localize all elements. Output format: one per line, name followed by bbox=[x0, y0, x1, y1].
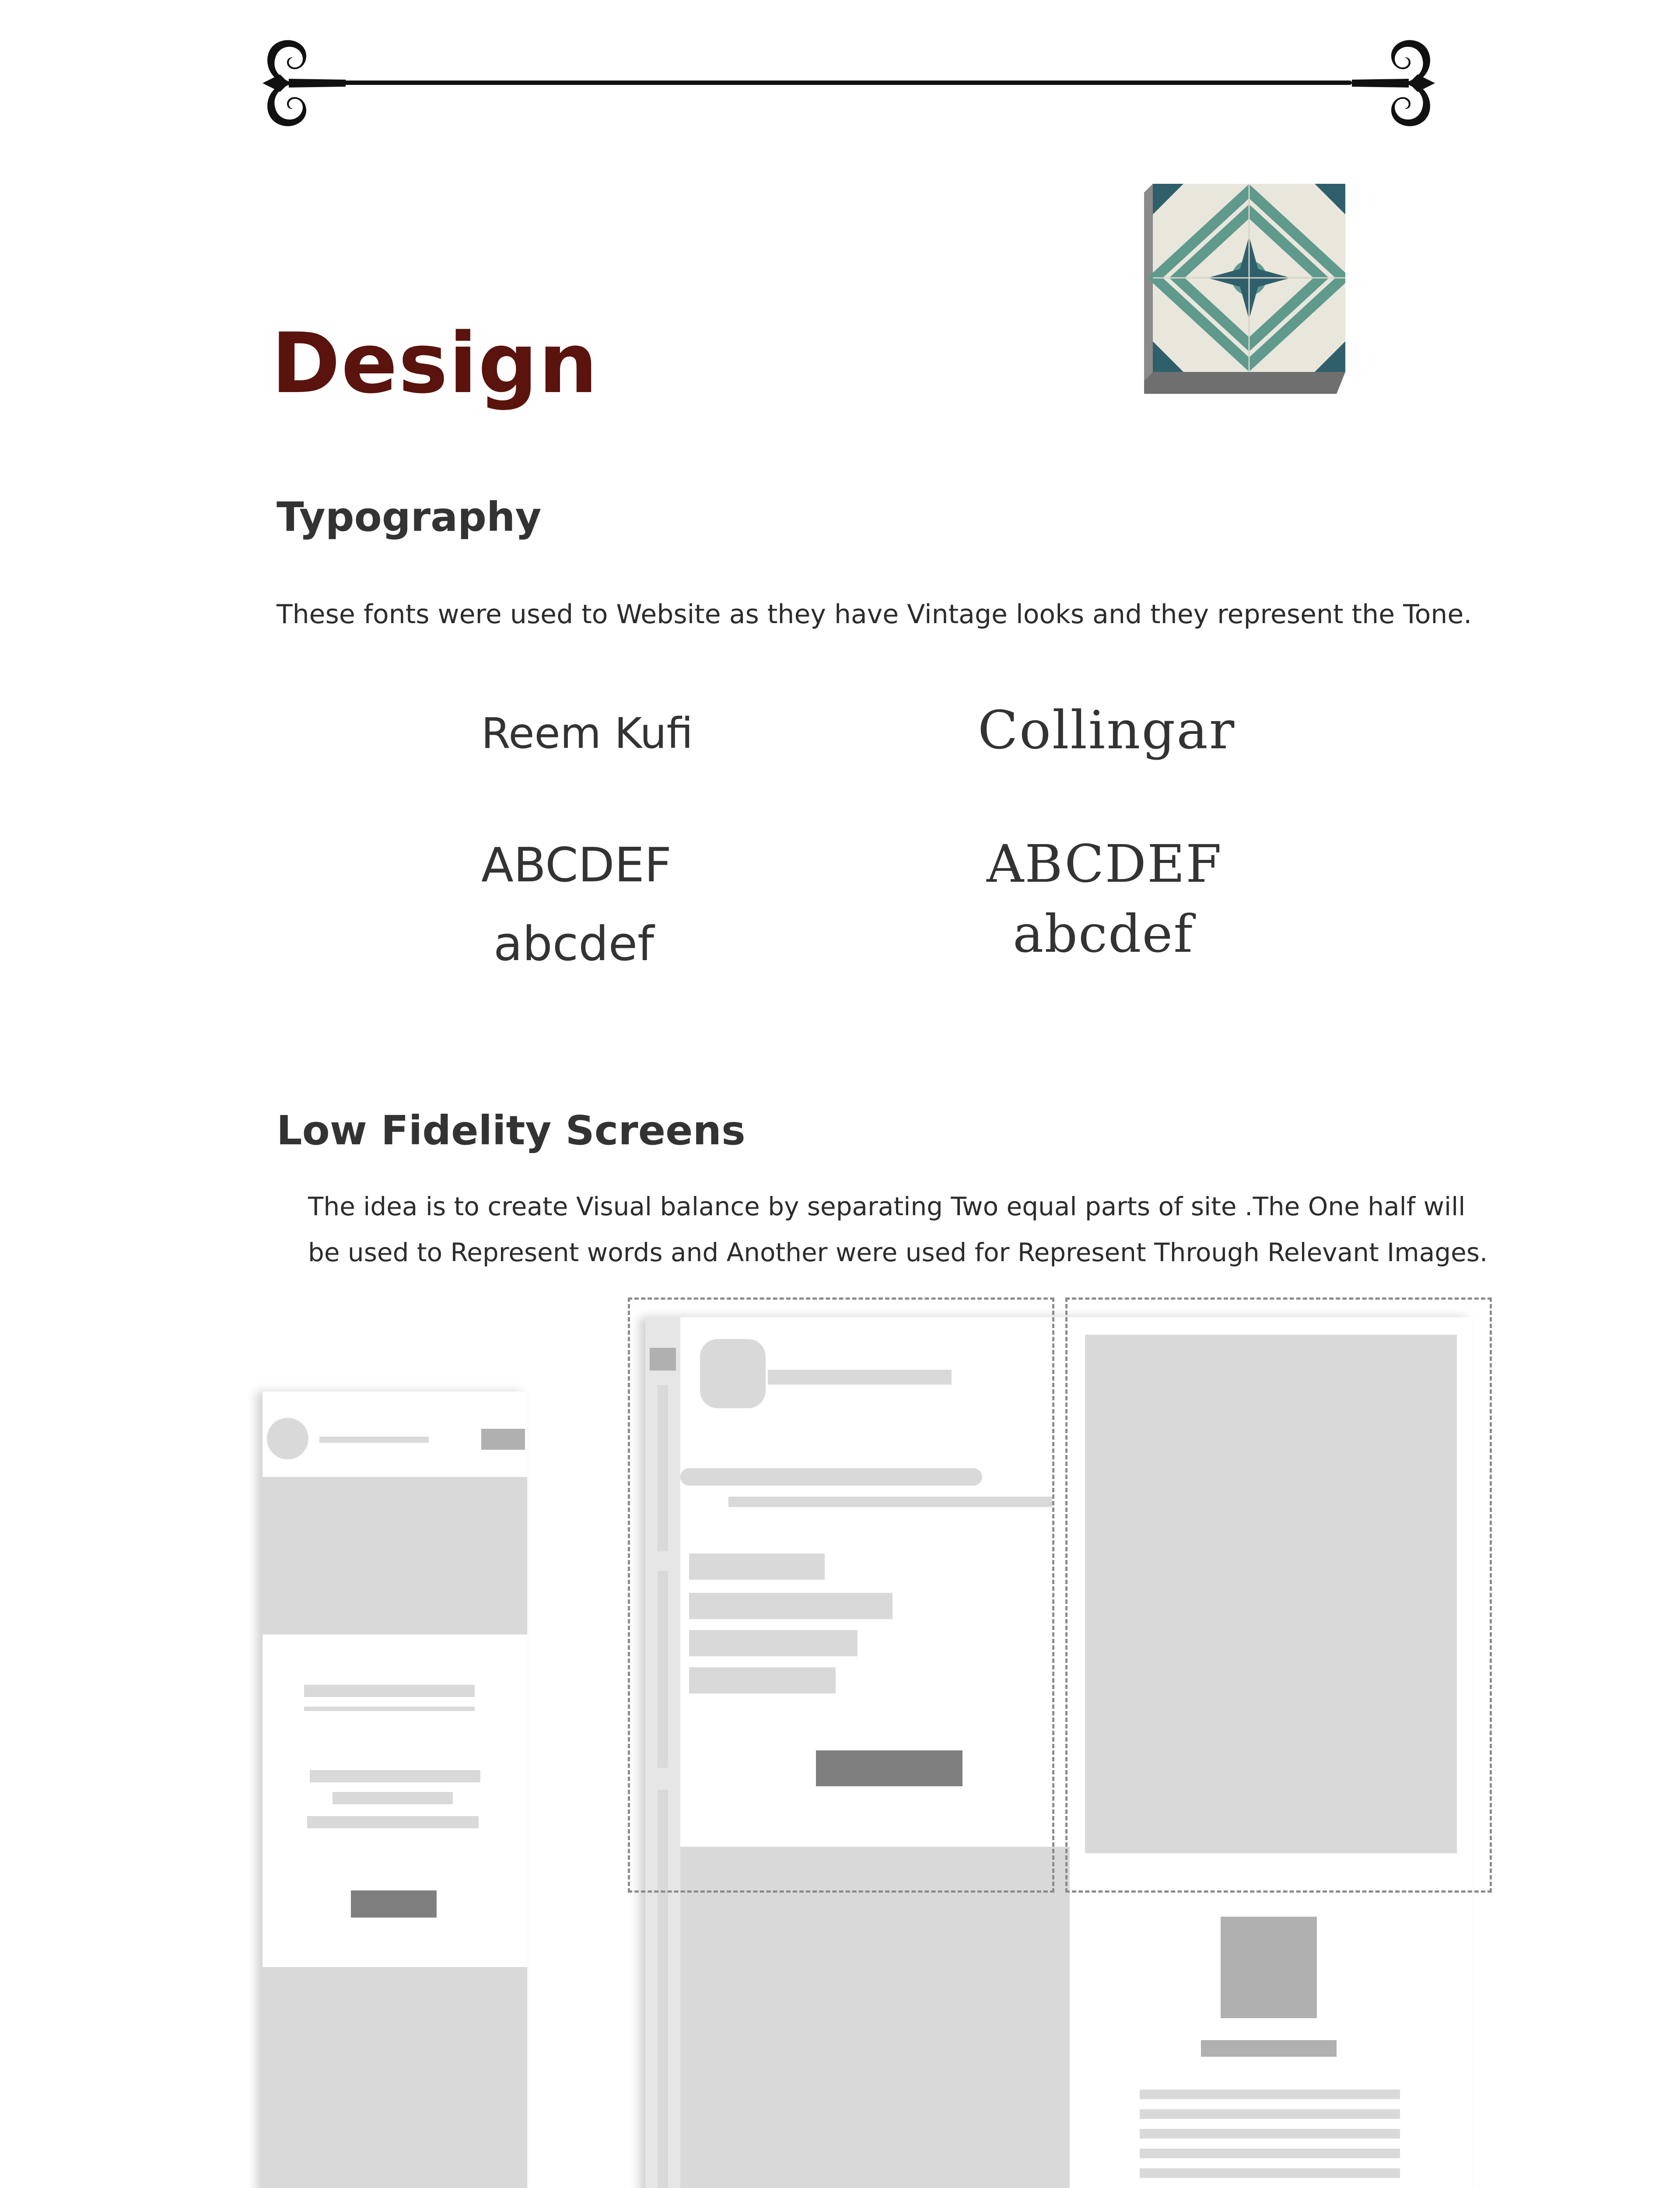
desktop-feature-image bbox=[680, 1847, 1070, 2188]
encaustic-tile-icon bbox=[1144, 184, 1345, 394]
mobile-menu-button bbox=[481, 1429, 525, 1450]
desktop-profile-name bbox=[1201, 2040, 1337, 2057]
desktop-text-line bbox=[1140, 2168, 1400, 2178]
typography-description: These fonts were used to Website as they have Vintage looks and they represent the Tone. bbox=[276, 599, 1472, 630]
low-fidelity-description-line-1: The idea is to create Visual balance by separating Two equal parts of site .The One half will bbox=[308, 1192, 1466, 1221]
mobile-hero-image bbox=[262, 1477, 527, 1634]
mobile-text-line bbox=[310, 1770, 480, 1782]
desktop-text-line bbox=[1140, 2149, 1400, 2158]
low-fidelity-description-line-2: be used to Represent words and Another were used for Represent Through Relevant Images. bbox=[308, 1238, 1488, 1267]
low-fidelity-heading: Low Fidelity Screens bbox=[276, 1107, 746, 1154]
mobile-text-line bbox=[304, 1685, 475, 1697]
typography-heading: Typography bbox=[276, 494, 542, 540]
desktop-profile-image bbox=[1221, 1917, 1317, 2018]
mobile-text-line bbox=[307, 1816, 479, 1828]
mobile-image-block bbox=[262, 1967, 527, 2188]
reem-kufi-uppercase-sample: ABCDEF bbox=[481, 838, 672, 893]
collingar-lowercase-sample: abcdef bbox=[1013, 904, 1194, 964]
header-divider-line bbox=[332, 81, 1352, 85]
mobile-cta-button bbox=[351, 1890, 437, 1918]
desktop-text-line bbox=[1140, 2129, 1400, 2139]
mobile-header-line bbox=[319, 1437, 429, 1443]
design-heading: Design bbox=[271, 315, 599, 412]
mobile-avatar-placeholder bbox=[267, 1418, 308, 1459]
desktop-text-line bbox=[1140, 2090, 1400, 2099]
mobile-text-line bbox=[304, 1707, 475, 1711]
right-half-outline bbox=[1065, 1297, 1492, 1893]
mobile-wireframe bbox=[262, 1392, 527, 2188]
desktop-text-line bbox=[1140, 2109, 1400, 2119]
left-half-outline bbox=[628, 1297, 1054, 1893]
mobile-text-line bbox=[332, 1792, 453, 1804]
scroll-ornament-right-icon bbox=[1348, 31, 1435, 136]
font-name-collingar: Collingar bbox=[978, 700, 1236, 761]
font-name-reem-kufi: Reem Kufi bbox=[481, 709, 693, 758]
collingar-uppercase-sample: ABCDEF bbox=[987, 834, 1223, 894]
reem-kufi-lowercase-sample: abcdef bbox=[494, 917, 654, 971]
